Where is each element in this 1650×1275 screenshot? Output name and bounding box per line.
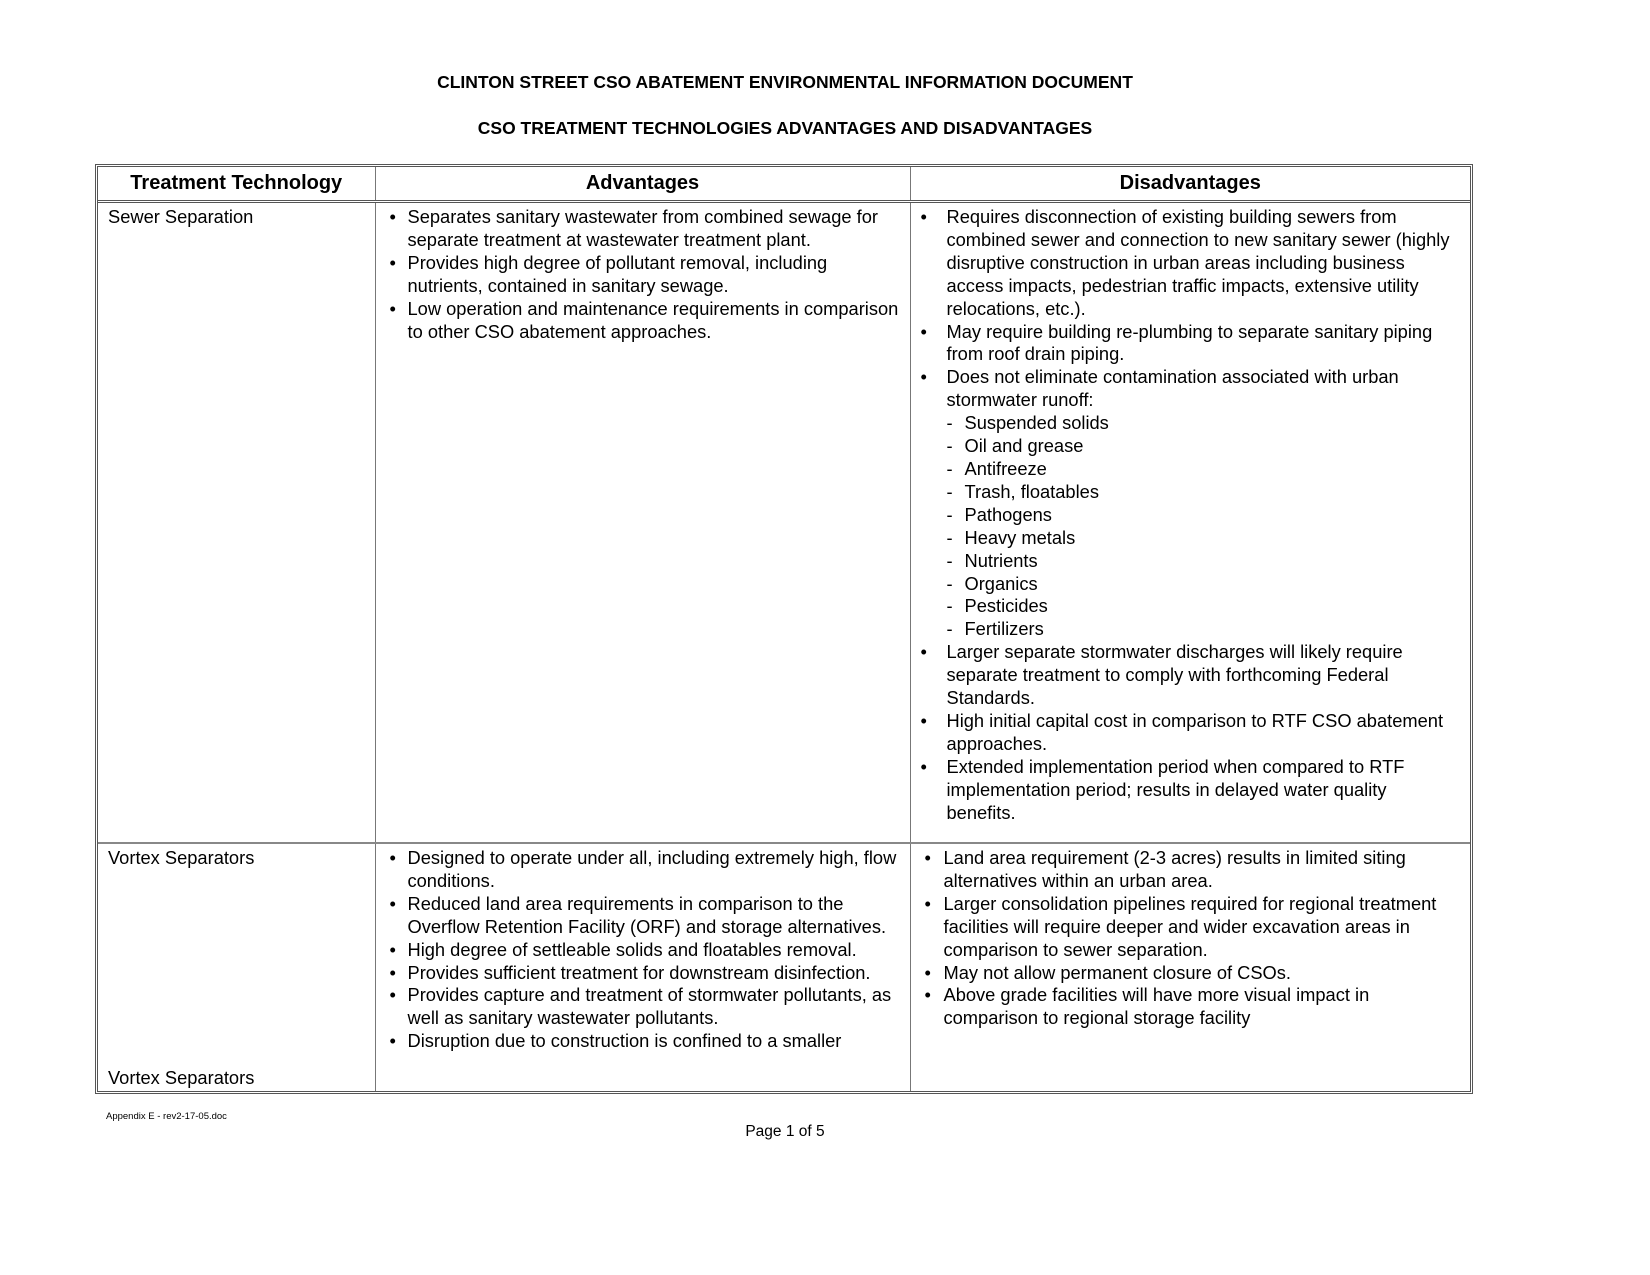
dash-icon: -	[946, 435, 953, 457]
contaminant-item	[921, 618, 1461, 641]
list-item-text: Disruption due to construction is confined to a smaller	[407, 1030, 842, 1052]
list-item-text: Low operation and maintenance requirements in comparison to other CSO abatement approaches.	[407, 297, 899, 342]
contaminant-item	[921, 504, 1461, 527]
list-item-text: Extended implementation period when compared to RTF implementation period; results in delayed water quality benefits.	[946, 755, 1405, 823]
contaminant-text: Pesticides	[964, 595, 1048, 617]
list-item-text: May require building re-plumbing to separate sanitary piping from roof drain piping.	[946, 320, 1433, 365]
contaminant-text: Fertilizers	[964, 618, 1044, 640]
bullet-icon: •	[389, 206, 396, 227]
treatment-technologies-table	[95, 164, 1473, 1094]
list-item-text: High initial capital cost in comparison to RTF CSO abatement approaches.	[946, 709, 1444, 754]
bullet-icon: •	[920, 755, 927, 777]
contaminant-text: Organics	[964, 572, 1038, 594]
dash-icon: -	[946, 618, 953, 640]
dash-icon: -	[946, 503, 953, 525]
dash-icon: -	[946, 412, 953, 434]
disadvantages-list	[921, 847, 1461, 1030]
bullet-icon: •	[389, 892, 396, 914]
list-item-text: Above grade facilities will have more visual impact in comparison to regional storage facility	[943, 984, 1370, 1029]
contaminant-item	[921, 412, 1461, 435]
advantages-cell	[375, 843, 910, 1092]
list-item	[386, 252, 900, 298]
contaminant-item	[921, 550, 1461, 573]
contaminant-item	[921, 435, 1461, 458]
bullet-icon: •	[924, 961, 931, 983]
list-item	[921, 962, 1461, 985]
advantages-list	[386, 206, 900, 343]
technology-cell	[98, 843, 375, 1092]
table-row	[98, 202, 1470, 844]
contaminant-item	[921, 595, 1461, 618]
page-number: Page 1 of 5	[745, 1123, 825, 1140]
header-disadvantages: Disadvantages	[910, 167, 1470, 202]
disadvantages-list	[921, 206, 1461, 824]
contaminant-item	[921, 573, 1461, 596]
bullet-icon: •	[920, 206, 927, 227]
contaminant-text: Suspended solids	[964, 412, 1109, 434]
dash-icon: -	[946, 457, 953, 479]
bullet-icon: •	[389, 251, 396, 273]
bullet-icon: •	[389, 1030, 396, 1052]
bullet-icon: •	[920, 709, 927, 731]
list-item	[386, 984, 900, 1030]
contaminant-text: Trash, floatables	[964, 480, 1099, 502]
bullet-icon: •	[920, 366, 927, 388]
list-item	[386, 847, 900, 893]
list-item	[386, 893, 900, 939]
list-item	[386, 298, 900, 344]
list-item-text: May not allow permanent closure of CSOs.	[943, 961, 1291, 983]
list-item-text: Separates sanitary wastewater from combined sewage for separate treatment at wastewater treatment plant.	[407, 206, 878, 250]
list-item	[921, 206, 1461, 321]
contaminant-text: Antifreeze	[964, 457, 1047, 479]
bullet-icon: •	[389, 961, 396, 983]
dash-icon: -	[946, 549, 953, 571]
bullet-icon: •	[389, 847, 396, 868]
list-item-text: Provides sufficient treatment for downstream disinfection.	[407, 961, 871, 983]
dash-icon: -	[946, 526, 953, 548]
list-item	[921, 847, 1461, 893]
list-item	[386, 962, 900, 985]
contaminant-item	[921, 481, 1461, 504]
list-item	[386, 206, 900, 252]
list-item-text: Does not eliminate contamination associated with urban stormwater runoff:	[946, 366, 1399, 411]
list-item	[921, 641, 1461, 710]
bullet-icon: •	[389, 984, 396, 1006]
list-item-text: Designed to operate under all, including extremely high, flow conditions.	[407, 847, 897, 891]
contaminant-text: Oil and grease	[964, 435, 1084, 457]
dash-icon: -	[946, 595, 953, 617]
contaminant-item	[921, 458, 1461, 481]
list-item	[921, 366, 1461, 412]
bullet-icon: •	[924, 847, 931, 868]
list-item	[921, 321, 1461, 367]
contaminant-item	[921, 527, 1461, 550]
technology-name-repeat: Vortex Separators	[108, 1067, 255, 1089]
advantages-list	[386, 847, 900, 1053]
table-row	[98, 843, 1470, 1092]
list-item	[921, 893, 1461, 962]
contaminant-text: Heavy metals	[964, 526, 1076, 548]
list-item	[921, 984, 1461, 1030]
disadvantages-cell	[910, 202, 1470, 844]
list-item	[921, 710, 1461, 756]
list-item-text: Requires disconnection of existing building sewers from combined sewer and connection to new sanitary sewer (highly disruptive construction in urban areas including business access impacts, pedestrian traffic impacts, extensive utility relocations, etc.).	[946, 206, 1450, 319]
bullet-icon: •	[924, 984, 931, 1006]
disadvantages-cell	[910, 843, 1470, 1092]
list-item-text: Larger separate stormwater discharges will likely require separate treatment to comply with forthcoming Federal Standards.	[946, 641, 1403, 709]
list-item	[386, 1030, 900, 1053]
table-header-row	[98, 167, 1470, 202]
list-item-text: Provides high degree of pollutant removal, including nutrients, contained in sanitary sewage.	[407, 251, 828, 296]
bullet-icon: •	[924, 892, 931, 914]
dash-icon: -	[946, 480, 953, 502]
technology-name: Vortex Separators	[108, 847, 255, 868]
document-subtitle: CSO TREATMENT TECHNOLOGIES ADVANTAGES AND DISADVANTAGES	[477, 118, 1093, 138]
list-item-text: Reduced land area requirements in comparison to the Overflow Retention Facility (ORF) and storage alternatives.	[407, 892, 887, 937]
document-title: CLINTON STREET CSO ABATEMENT ENVIRONMENTAL INFORMATION DOCUMENT	[437, 72, 1133, 92]
header-treatment-technology: Treatment Technology	[98, 167, 375, 202]
bullet-icon: •	[920, 320, 927, 342]
header-advantages: Advantages	[375, 167, 910, 202]
dash-icon: -	[946, 572, 953, 594]
contaminant-text: Pathogens	[964, 503, 1052, 525]
list-item	[921, 756, 1461, 825]
footer-file-name: Appendix E - rev2-17-05.doc	[106, 1111, 227, 1122]
bullet-icon: •	[389, 938, 396, 960]
technology-cell	[98, 202, 375, 844]
list-item	[386, 939, 900, 962]
list-item-text: Land area requirement (2-3 acres) results in limited siting alternatives within an urban area.	[943, 847, 1406, 891]
bullet-icon: •	[389, 297, 396, 319]
bullet-icon: •	[920, 641, 927, 663]
list-item-text: Larger consolidation pipelines required for regional treatment facilities will require deeper and wider excavation areas in comparison to sewer separation.	[943, 892, 1437, 960]
list-item-text: Provides capture and treatment of stormwater pollutants, as well as sanitary wastewater pollutants.	[407, 984, 892, 1029]
technology-name: Sewer Separation	[108, 206, 254, 227]
advantages-cell	[375, 202, 910, 844]
contaminant-text: Nutrients	[964, 549, 1038, 571]
list-item-text: High degree of settleable solids and floatables removal.	[407, 938, 857, 960]
